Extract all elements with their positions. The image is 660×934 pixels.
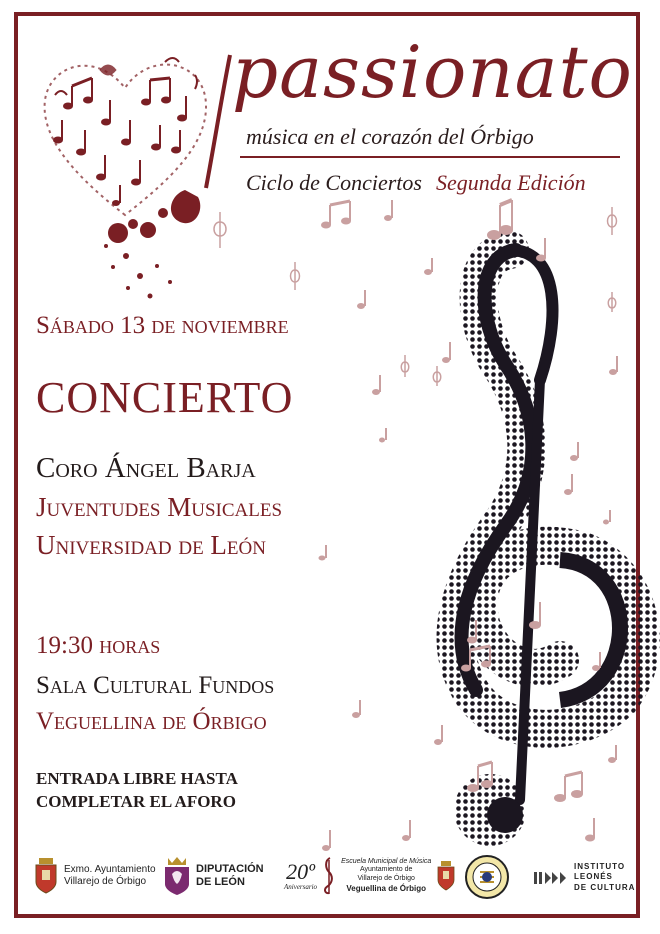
ayuntamiento-logo	[34, 858, 156, 894]
ayuntamiento-line-2: Villarejo de Órbigo	[64, 876, 147, 887]
escuela-line-4: Veguellina de Órbigo	[346, 883, 426, 893]
diputacion-shield-icon	[164, 856, 190, 896]
event-date: Sábado 13 de noviembre	[36, 312, 289, 339]
entry-line-1: ENTRADA LIBRE HASTA	[36, 769, 238, 788]
diputacion-logo	[164, 856, 264, 896]
ilc-mark-icon	[534, 871, 570, 885]
coat-of-arms-icon	[34, 858, 58, 894]
edition-label: Segunda Edición	[435, 170, 586, 195]
entry-notice	[36, 768, 238, 814]
poster-title: passionato	[232, 30, 633, 114]
banda-badge-logo	[464, 854, 510, 900]
poster-subtitle: música en el corazón del Órbigo	[246, 124, 534, 149]
escuela-line-1: Escuela Municipal de Música	[341, 857, 432, 865]
performer-1: Coro Ángel Barja	[36, 452, 256, 484]
escuela-line-2: Ayuntamiento de	[359, 866, 413, 874]
anniversary-number: 20º	[286, 859, 315, 884]
entry-line-2: COMPLETAR EL AFORO	[36, 791, 236, 811]
title-divider	[240, 156, 620, 158]
ilc-logo	[534, 862, 635, 893]
diputacion-line-1: DIPUTACIÓN	[196, 862, 264, 875]
performer-2: Juventudes Musicales	[36, 492, 283, 522]
performer-3: Universidad de León	[36, 530, 266, 560]
escuela-musica-logo	[284, 856, 455, 896]
venue-town: Veguellina de Órbigo	[36, 708, 267, 735]
diputacion-line-2: DE LEÓN	[196, 876, 245, 888]
sponsor-logos	[18, 850, 638, 914]
anniversary-label: Aniversario	[284, 883, 318, 891]
venue-name: Sala Cultural Fundos	[36, 672, 275, 699]
band-emblem-icon	[464, 854, 510, 900]
escuela-line-3: Villarejo de Órbigo	[357, 875, 415, 882]
small-clef-icon	[321, 856, 337, 896]
event-type: CONCIERTO	[36, 373, 294, 422]
event-time: 19:30 horas	[36, 632, 161, 659]
instituto-line-3: DE CULTURA	[574, 882, 636, 892]
town-shield-icon	[437, 861, 455, 891]
instituto-line-1: INSTITUTO	[574, 862, 626, 871]
ayuntamiento-line-1: Exmo. Ayuntamiento	[64, 863, 156, 875]
cycle-label: Ciclo de Conciertos	[246, 170, 422, 195]
instituto-line-2: LEONÉS	[574, 872, 613, 882]
concert-cycle	[246, 170, 586, 196]
